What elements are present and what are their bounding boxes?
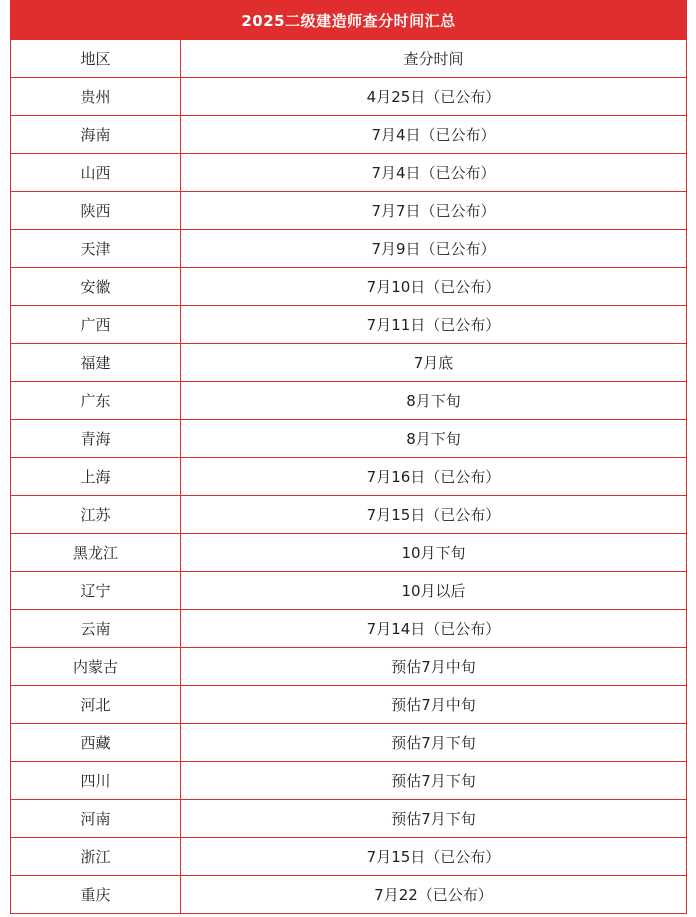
- table-row: [11, 838, 687, 876]
- score-time-cell: 10月以后: [181, 572, 687, 610]
- region-cell: 陕西: [11, 192, 181, 230]
- table-row: [11, 496, 687, 534]
- score-time-cell: 7月15日（已公布）: [181, 838, 687, 876]
- table-row: [11, 686, 687, 724]
- table-title: 2025二级建造师查分时间汇总: [11, 1, 687, 40]
- region-cell: 贵州: [11, 78, 181, 116]
- region-cell: 河北: [11, 686, 181, 724]
- score-time-cell: 8月下旬: [181, 382, 687, 420]
- region-cell: 山西: [11, 154, 181, 192]
- table-row: [11, 230, 687, 268]
- table-row: [11, 458, 687, 496]
- table-row: [11, 268, 687, 306]
- region-cell: 重庆: [11, 876, 181, 914]
- score-time-cell: 7月4日（已公布）: [181, 116, 687, 154]
- region-cell: 浙江: [11, 838, 181, 876]
- region-cell: 内蒙古: [11, 648, 181, 686]
- table-row: [11, 534, 687, 572]
- score-time-cell: 7月11日（已公布）: [181, 306, 687, 344]
- score-time-cell: 预估7月下旬: [181, 762, 687, 800]
- score-time-cell: 7月底: [181, 344, 687, 382]
- table-row: [11, 382, 687, 420]
- score-time-cell: 预估7月中旬: [181, 686, 687, 724]
- region-cell: 上海: [11, 458, 181, 496]
- header-region: 地区: [11, 40, 181, 78]
- score-time-cell: 7月4日（已公布）: [181, 154, 687, 192]
- region-cell: 安徽: [11, 268, 181, 306]
- score-time-cell: 预估7月下旬: [181, 800, 687, 838]
- region-cell: 辽宁: [11, 572, 181, 610]
- score-time-cell: 7月22（已公布）: [181, 876, 687, 914]
- score-time-cell: 7月7日（已公布）: [181, 192, 687, 230]
- table-row: [11, 306, 687, 344]
- table-row: [11, 78, 687, 116]
- score-time-cell: 4月25日（已公布）: [181, 78, 687, 116]
- region-cell: 天津: [11, 230, 181, 268]
- region-cell: 江苏: [11, 496, 181, 534]
- region-cell: 河南: [11, 800, 181, 838]
- score-time-cell: 7月15日（已公布）: [181, 496, 687, 534]
- table-row: [11, 762, 687, 800]
- table-row: [11, 648, 687, 686]
- table-body: [11, 40, 687, 914]
- header-score-time: 查分时间: [181, 40, 687, 78]
- score-time-cell: 7月10日（已公布）: [181, 268, 687, 306]
- table-row: [11, 192, 687, 230]
- region-cell: 四川: [11, 762, 181, 800]
- table-row: [11, 800, 687, 838]
- region-cell: 广西: [11, 306, 181, 344]
- table-row: [11, 572, 687, 610]
- score-time-cell: 预估7月中旬: [181, 648, 687, 686]
- score-time-cell: 预估7月下旬: [181, 724, 687, 762]
- table-row: [11, 610, 687, 648]
- score-time-cell: 10月下旬: [181, 534, 687, 572]
- table-header-row: [11, 40, 687, 78]
- region-cell: 福建: [11, 344, 181, 382]
- score-time-cell: 7月16日（已公布）: [181, 458, 687, 496]
- score-schedule-table: [10, 0, 687, 914]
- region-cell: 海南: [11, 116, 181, 154]
- score-schedule-table-container: [10, 0, 686, 914]
- table-row: [11, 344, 687, 382]
- region-cell: 青海: [11, 420, 181, 458]
- table-row: [11, 724, 687, 762]
- region-cell: 云南: [11, 610, 181, 648]
- table-row: [11, 420, 687, 458]
- table-row: [11, 154, 687, 192]
- score-time-cell: 8月下旬: [181, 420, 687, 458]
- region-cell: 广东: [11, 382, 181, 420]
- table-row: [11, 116, 687, 154]
- score-time-cell: 7月9日（已公布）: [181, 230, 687, 268]
- region-cell: 黑龙江: [11, 534, 181, 572]
- region-cell: 西藏: [11, 724, 181, 762]
- score-time-cell: 7月14日（已公布）: [181, 610, 687, 648]
- table-title-row: [11, 1, 687, 40]
- table-row: [11, 876, 687, 914]
